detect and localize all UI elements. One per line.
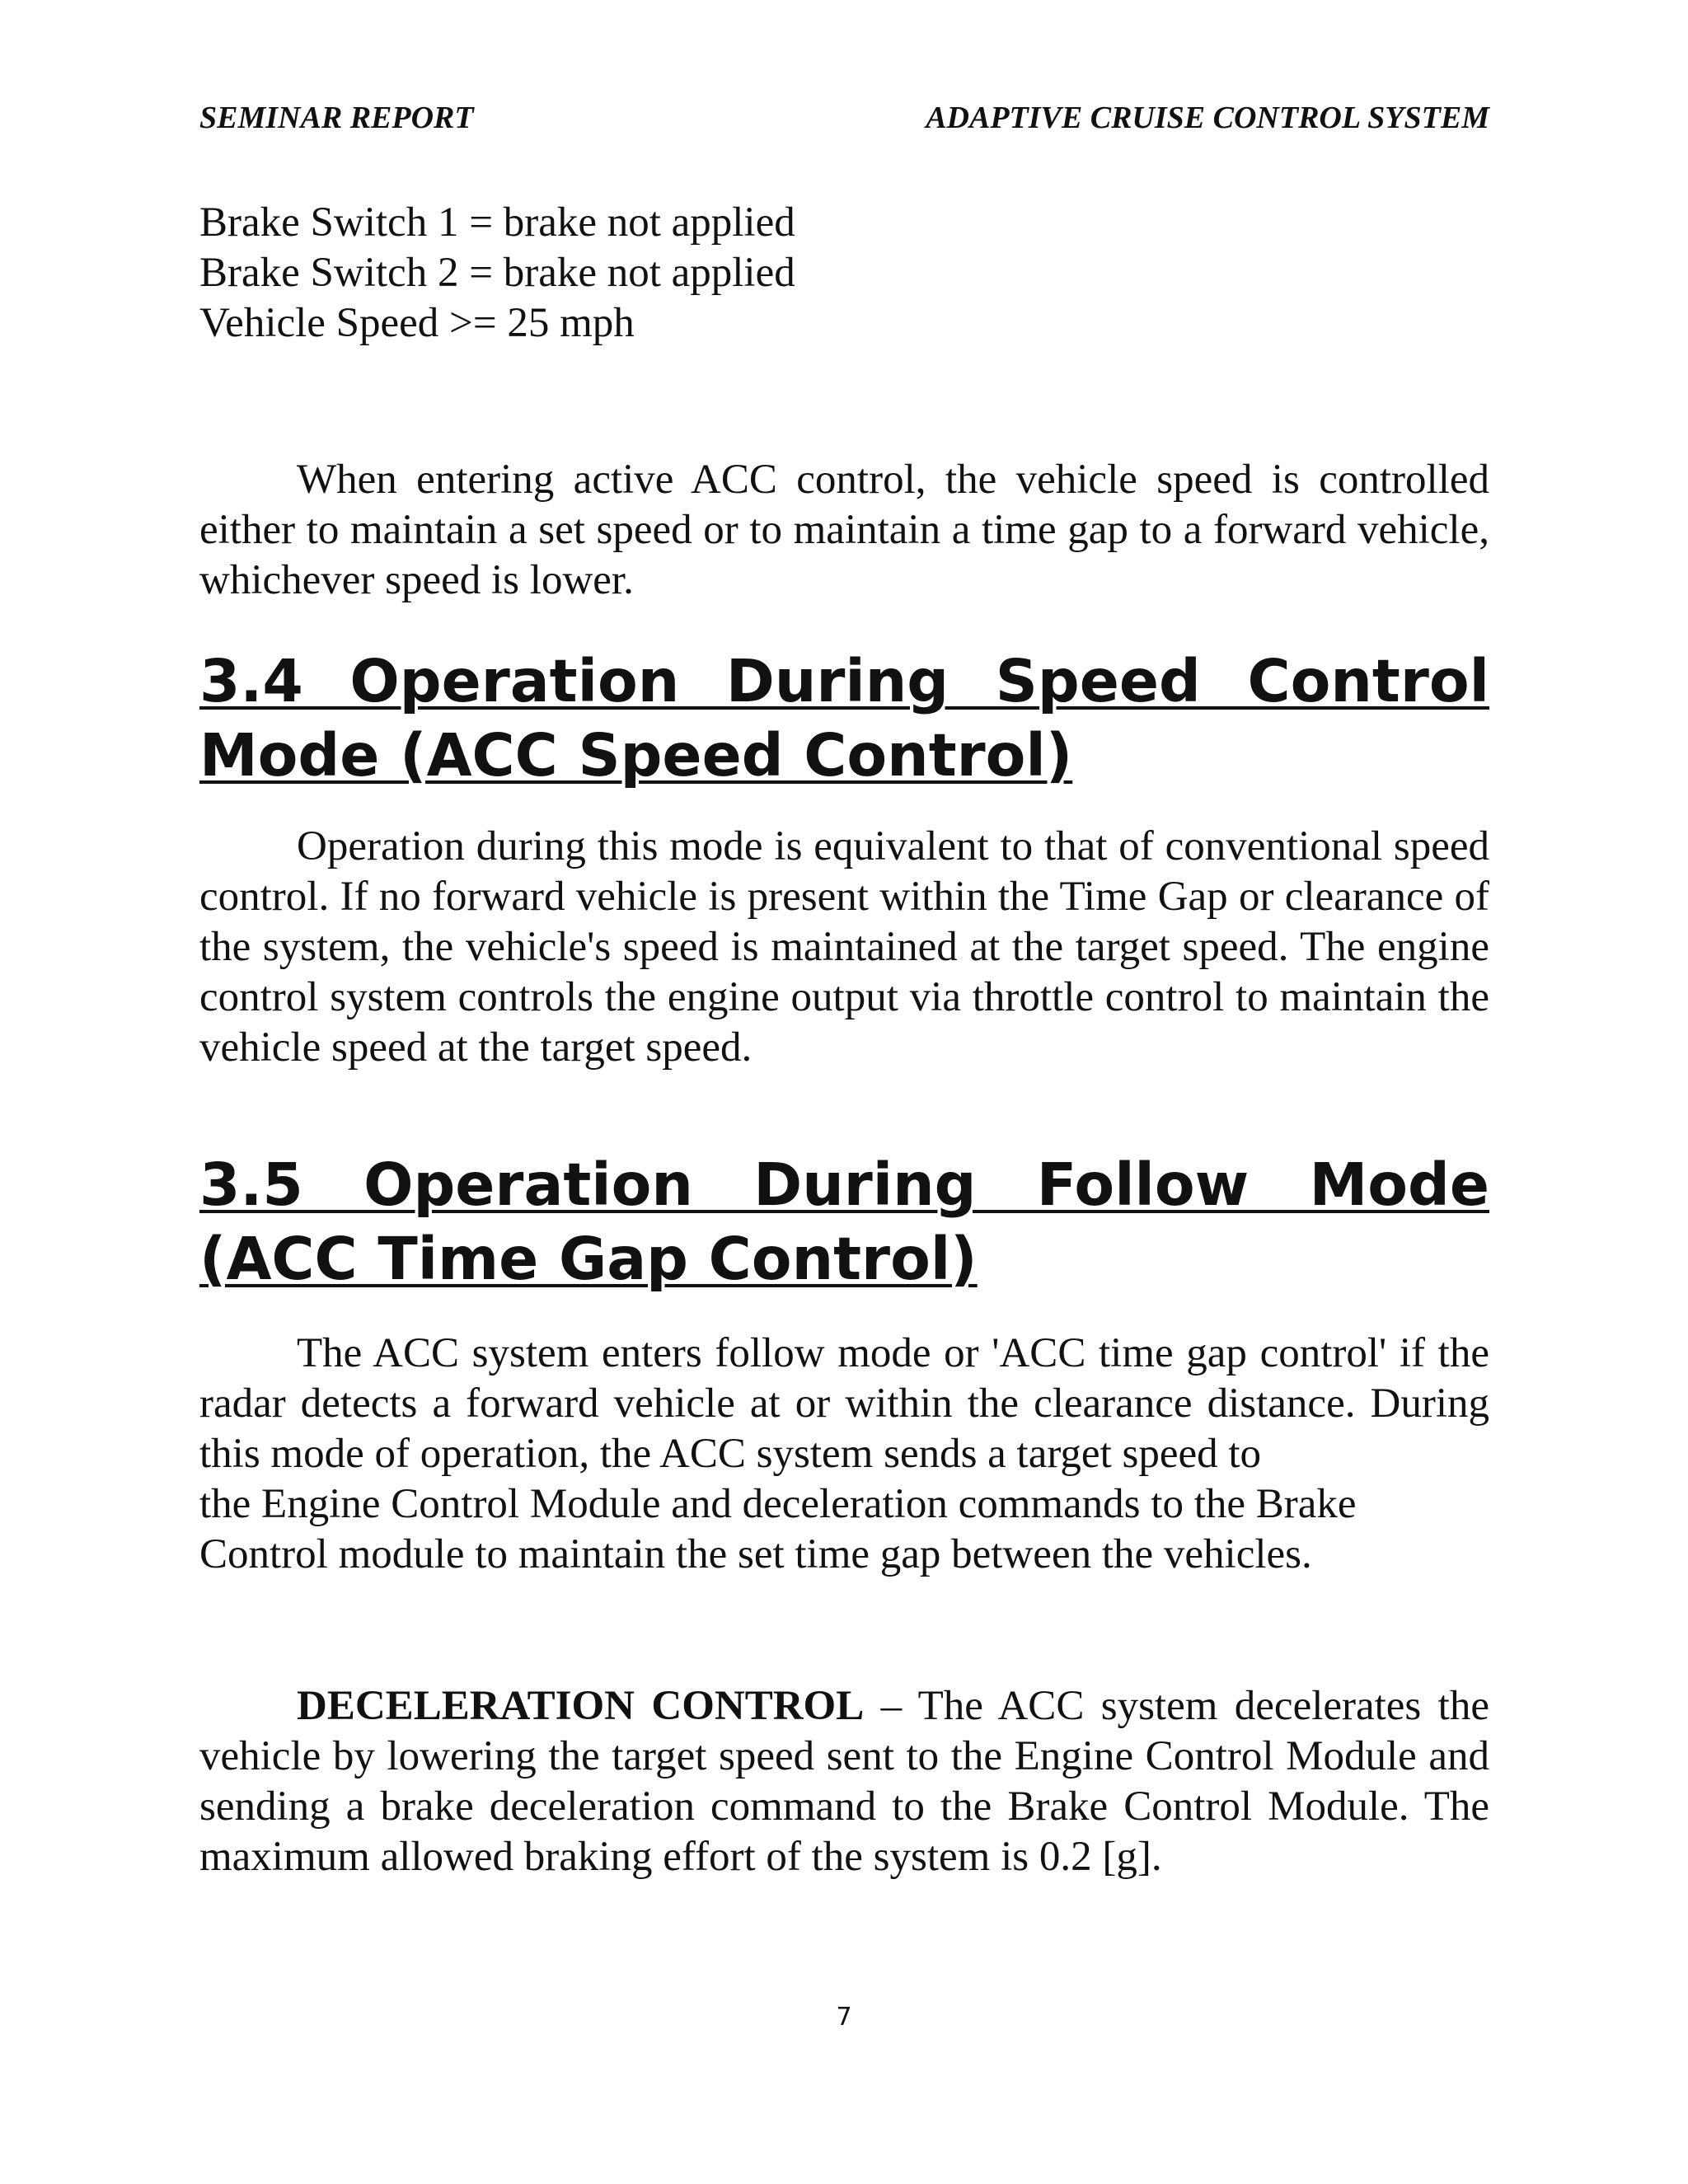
condition-vehicle-speed: Vehicle Speed >= 25 mph: [199, 300, 635, 346]
heading-section-3-4: 3.4 Operation During Speed Control Mode (ACC Speed Control): [199, 647, 1489, 790]
heading-section-3-5: 3.5 Operation During Follow Mode (ACC Time Gap Control): [199, 1151, 1489, 1293]
deceleration-control-label: DECELERATION CONTROL: [297, 1683, 865, 1729]
paragraph-follow-mode-part-3: Control module to maintain the set time gap between the vehicles.: [199, 1531, 1312, 1577]
condition-brake-switch-1: Brake Switch 1 = brake not applied: [199, 199, 795, 246]
paragraph-follow-mode-part-2: the Engine Control Module and deceleration commands to the Brake: [199, 1481, 1357, 1527]
header-left-title: SEMINAR REPORT: [199, 101, 474, 135]
condition-list: [199, 198, 1489, 349]
paragraph-deceleration-control: [199, 1681, 1489, 1882]
paragraph-speed-control: Operation during this mode is equivalent to that of conventional speed control. If no forward vehicle is present within the Time Gap or clearance of the system, the vehicle's speed is maintained at the target speed. The engine control system controls the engine output via throttle control to maintain the vehicle speed at the target speed.: [199, 823, 1489, 1071]
header-right-title: ADAPTIVE CRUISE CONTROL SYSTEM: [926, 101, 1489, 135]
paragraph-follow-mode: [199, 1329, 1489, 1580]
paragraph-active-acc: When entering active ACC control, the vehicle speed is controlled either to maintain a set speed or to maintain a time gap to a forward vehicle, whichever speed is lower.: [199, 457, 1489, 603]
page-number: 7: [836, 2003, 852, 2032]
page-header: [199, 97, 1489, 138]
deceleration-control-text: – The ACC system decelerates the vehicle by lowering the target speed sent to the Engine Control Module and sending a brake deceleration command to the Brake Control Module. The maximum allowed braking effort of the system is 0.2 [g].: [199, 1683, 1489, 1880]
paragraph-follow-mode-part-1: The ACC system enters follow mode or 'ACC time gap control' if the radar detects a forward vehicle at or within the clearance distance. During this mode of operation, the ACC system sends a target speed to: [199, 1330, 1489, 1477]
condition-brake-switch-2: Brake Switch 2 = brake not applied: [199, 250, 795, 296]
